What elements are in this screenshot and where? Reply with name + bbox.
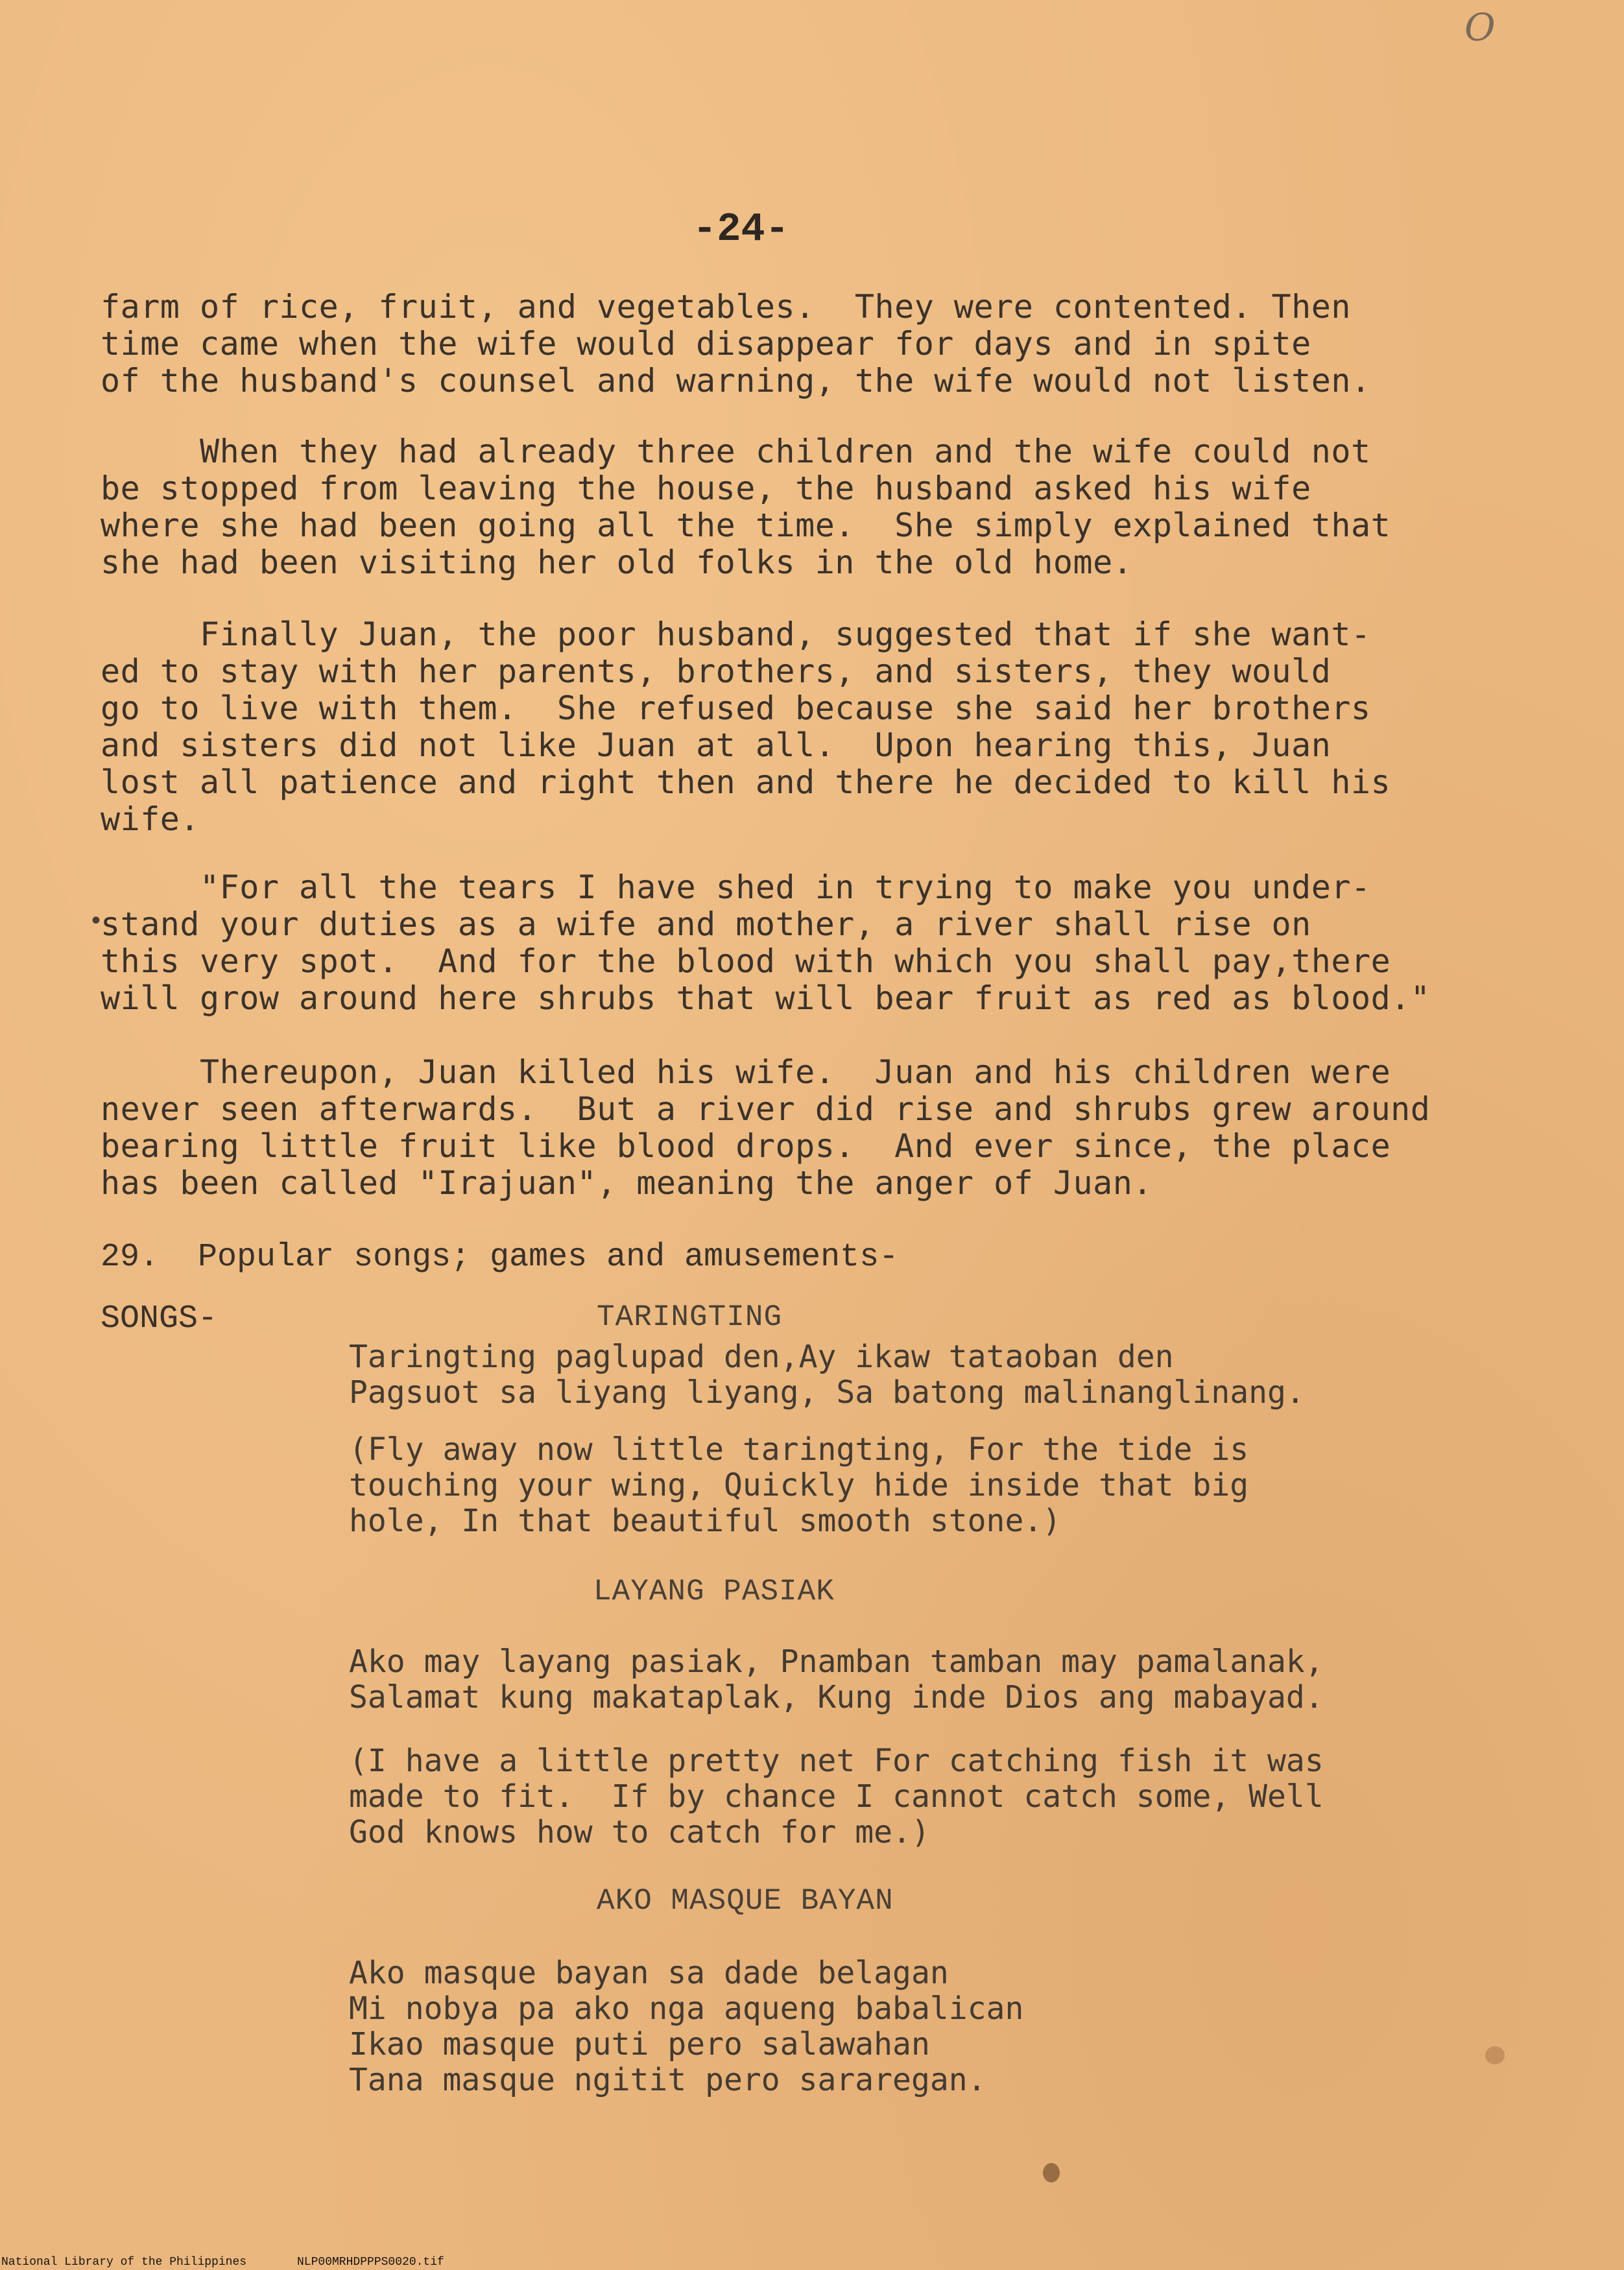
song-lyrics-taringting: Taringting paglupad den,Ay ikaw tataoban den Pagsuot sa liyang liyang, Sa batong malinanglinang. (349, 1339, 1305, 1411)
ink-stain (1485, 2046, 1505, 2064)
corner-mark: O (1464, 5, 1496, 49)
paragraph-1: farm of rice, fruit, and vegetables. They were contented. Then time came when the wife would disappear for days and in spite of the husband's counsel and warning, the wife would not listen. (101, 288, 1371, 400)
song-lyrics-ako-masque-bayan: Ako masque bayan sa dade belagan Mi nobya pa ako nga aqueng babalican Ikao masque puti pero salawahan Tana masque ngitit pero sararegan. (349, 1955, 1024, 2098)
paragraph-5: Thereupon, Juan killed his wife. Juan and his children were never seen afterwards. But a river did rise and shrubs grew around bearing little fruit like blood drops. And ever since, the place has been called "Irajuan", meaning the anger of Juan. (101, 1053, 1431, 1202)
tick-mark: • (88, 908, 104, 937)
song-translation-taringting: (Fly away now little taringting, For the tide is touching your wing, Quickly hide inside that big hole, In that beautiful smooth stone.) (349, 1431, 1249, 1539)
footer-library: National Library of the Philippines (1, 2256, 247, 2269)
paragraph-3: Finally Juan, the poor husband, suggested that if she want- ed to stay with her parents, brothers, and sisters, they would go to live with them. She refused because she said her brothers and sisters did not like Juan at all. Upon hearing this, Juan lost all patience and right then and there he decided to kill his wife. (101, 615, 1391, 838)
paragraph-2: When they had already three children and the wife could not be stopped from leaving the house, the husband asked his wife where she had been going all the time. She simply explained that she had been visiting her old folks in the old home. (101, 433, 1391, 581)
footer-filename: NLP00MRHDPPPS0020.tif (297, 2256, 444, 2269)
song-title-layang-pasiak: LAYANG PASIAK (593, 1575, 835, 1608)
section-heading: 29. Popular songs; games and amusements- (101, 1239, 899, 1276)
page-number: -24- (693, 206, 789, 252)
songs-label: SONGS- (101, 1300, 218, 1337)
song-title-ako-masque-bayan: AKO MASQUE BAYAN (597, 1884, 894, 1918)
song-lyrics-layang-pasiak: Ako may layang pasiak, Pnamban tamban may pamalanak, Salamat kung makataplak, Kung inde Dios ang mabayad. (349, 1643, 1324, 1715)
song-title-taringting: TARINGTING (597, 1300, 783, 1334)
song-translation-layang-pasiak: (I have a little pretty net For catching fish it was made to fit. If by chance I cannot catch some, Well God knows how to catch for me.) (349, 1743, 1324, 1850)
paragraph-4: "For all the tears I have shed in trying to make you under- stand your duties as a wife and mother, a river shall rise on this very spot. And for the blood with which you shall pay,there will grow around here shrubs that will bear fruit as red as blood." (101, 868, 1431, 1017)
ink-stain (1043, 2163, 1060, 2182)
